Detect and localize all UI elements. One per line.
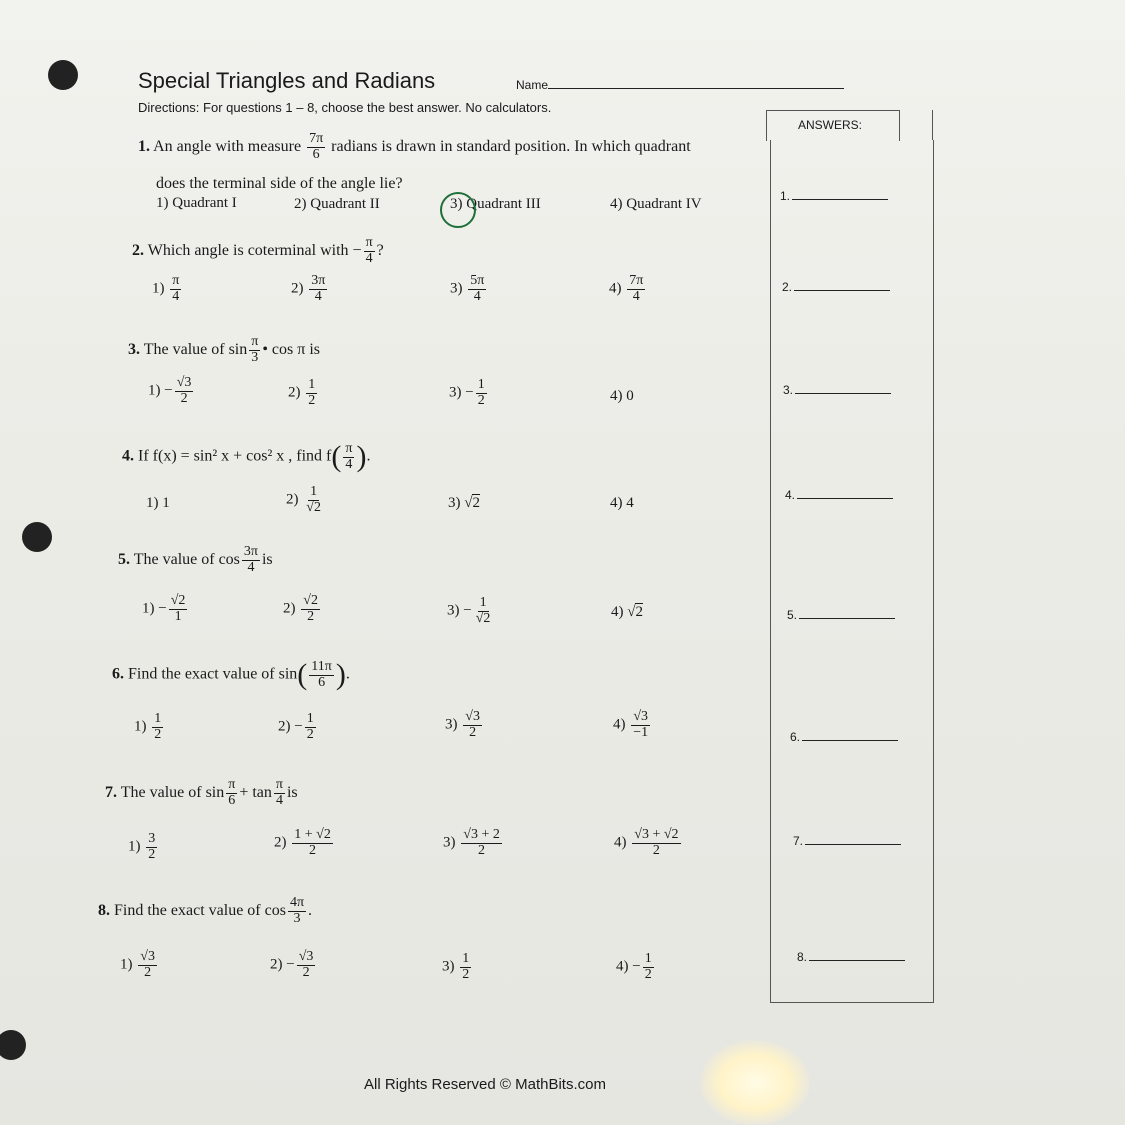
answers-box-frame-right: [898, 110, 933, 140]
light-glare: [700, 1040, 810, 1125]
worksheet-title: Special Triangles and Radians: [138, 68, 436, 93]
question-1-line2: does the terminal side of the angle lie?: [156, 175, 403, 192]
q3-option-3[interactable]: 3) − $\frac{1}{2}$: [449, 377, 485, 408]
answers-box-frame-lower: [770, 140, 934, 1003]
answer-1[interactable]: 1.: [780, 189, 888, 203]
punch-hole-middle: [22, 522, 52, 552]
q3-option-2[interactable]: 2) $\frac{1}{2}$: [288, 377, 316, 408]
name-field[interactable]: [516, 78, 844, 92]
q1-option-1[interactable]: 1) Quadrant I: [156, 195, 237, 211]
q2-option-4[interactable]: 4) $\frac{7\pi}{4}$: [609, 273, 644, 304]
q5-option-1[interactable]: 1) − $\frac{√2}{1}$: [142, 593, 186, 624]
q6-option-1[interactable]: 1) $\frac{1}{2}$: [134, 711, 162, 742]
q3-option-4[interactable]: 4) 0: [610, 388, 634, 404]
answer-7[interactable]: 7.: [793, 834, 901, 848]
q5-option-2[interactable]: 2) $\frac{√2}{2}$: [283, 593, 318, 624]
q6-option-4[interactable]: 4) $\frac{√3}{-1}$: [613, 709, 649, 740]
answer-4[interactable]: 4.: [785, 488, 893, 502]
question-4: 4. If f(x) = sin² x + cos² x , find f( $\frac{\pi}{4}$ ).: [122, 440, 371, 473]
question-5: 5. The value of cos $\frac{3\pi}{4}$ is: [118, 544, 273, 575]
question-2: 2. Which angle is coterminal with − $\frac{\pi}{4}$ ?: [132, 235, 384, 266]
q1-option-2[interactable]: 2) Quadrant II: [294, 196, 380, 212]
name-label: Name: [516, 78, 549, 92]
punch-hole-bottom: [0, 1030, 26, 1060]
q4-option-3[interactable]: 3) √2: [448, 495, 480, 511]
q8-option-4[interactable]: 4) − $\frac{1}{2}$: [616, 951, 652, 982]
answer-2[interactable]: 2.: [782, 280, 890, 294]
answer-circle-mark: [440, 192, 476, 228]
question-1: 1. An angle with measure $\frac{7\pi}{6}$ radians is drawn in standard position. In which quadrant: [138, 131, 691, 162]
q5-option-4[interactable]: 4) √2: [611, 604, 643, 620]
q4-option-1[interactable]: 1) 1: [146, 495, 170, 511]
answer-6[interactable]: 6.: [790, 730, 898, 744]
directions: Directions: For questions 1 – 8, choose the best answer. No calculators.: [138, 100, 552, 115]
q6-option-2[interactable]: 2) − $\frac{1}{2}$: [278, 711, 314, 742]
answer-5[interactable]: 5.: [787, 608, 895, 622]
question-3: 3. The value of sin $\frac{\pi}{3}$ • cos π is: [128, 334, 321, 365]
q3-option-1[interactable]: 1) − $\frac{√3}{2}$: [148, 375, 192, 406]
q7-option-1[interactable]: 1) $\frac{3}{2}$: [128, 831, 156, 862]
answers-header: ANSWERS:: [798, 118, 863, 132]
question-8: 8. Find the exact value of cos $\frac{4\pi}{3}$ .: [98, 895, 313, 926]
q1-option-3[interactable]: 3) Quadrant III: [450, 196, 541, 212]
copyright-footer: All Rights Reserved © MathBits.com: [364, 1076, 606, 1093]
q7-option-2[interactable]: 2) $\frac{1 + √2}{2}$: [274, 827, 331, 858]
q2-option-2[interactable]: 2) $\frac{3\pi}{4}$: [291, 273, 326, 304]
q7-option-3[interactable]: 3) $\frac{√3 + 2}{2}$: [443, 827, 500, 858]
q7-option-4[interactable]: 4) $\frac{√3 + √2}{2}$: [614, 827, 679, 858]
q5-option-3[interactable]: 3) − $\frac{1}{√2}$: [447, 595, 491, 626]
name-blank[interactable]: [548, 88, 844, 89]
q8-option-1[interactable]: 1) $\frac{√3}{2}$: [120, 949, 155, 980]
question-7: 7. The value of sin $\frac{\pi}{6}$ + tan $\frac{\pi}{4}$ is: [105, 777, 298, 808]
q2-option-3[interactable]: 3) $\frac{5\pi}{4}$: [450, 273, 485, 304]
q1-option-4[interactable]: 4) Quadrant IV: [610, 196, 702, 212]
q8-option-3[interactable]: 3) $\frac{1}{2}$: [442, 951, 470, 982]
q6-option-3[interactable]: 3) $\frac{√3}{2}$: [445, 709, 480, 740]
punch-hole-top: [48, 60, 78, 90]
q2-option-1[interactable]: 1) $\frac{\pi}{4}$: [152, 273, 180, 304]
q8-option-2[interactable]: 2) − $\frac{√3}{2}$: [270, 949, 314, 980]
answer-8[interactable]: 8.: [797, 950, 905, 964]
question-6: 6. Find the exact value of sin( $\frac{11\pi}{6}$ ).: [112, 658, 350, 691]
q4-option-4[interactable]: 4) 4: [610, 495, 634, 511]
q4-option-2[interactable]: 2) $\frac{1}{√2}$: [286, 484, 321, 515]
answer-3[interactable]: 3.: [783, 383, 891, 397]
